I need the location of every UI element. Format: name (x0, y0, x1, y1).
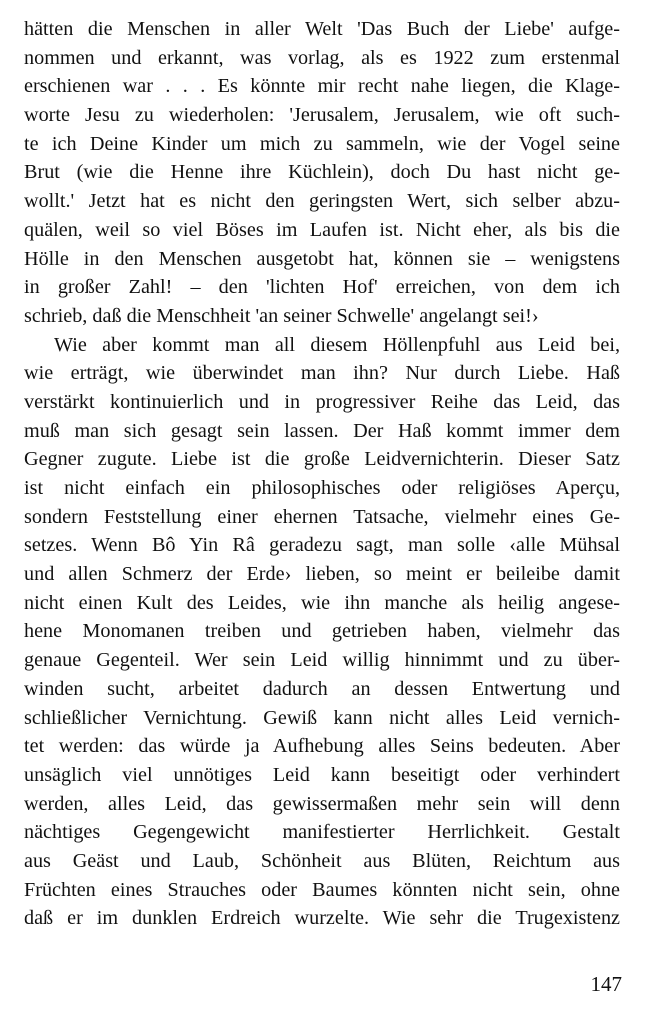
text-line: unsäglich viel unnötiges Leid kann beseitigt oder verhindert (24, 763, 620, 786)
text-line: wollt.' Jetzt hat es nicht den geringsten Wert, sich selber abzu- (24, 190, 620, 213)
text-line: hene Monomanen treiben und getrieben haben, vielmehr das (24, 620, 620, 643)
text-line: setzes. Wenn Bô Yin Râ geradezu sagt, man solle ‹alle Mühsal (24, 534, 620, 557)
text-line: wie erträgt, wie überwindet man ihn? Nur durch Liebe. Haß (24, 362, 620, 385)
page-number: 147 (590, 972, 622, 996)
paragraph (24, 15, 620, 331)
text-line: in großer Zahl! – den 'lichten Hof' erreichen, von dem ich (24, 276, 620, 299)
text-line: nicht einen Kult des Leides, wie ihn manche als heilig angese- (24, 591, 620, 614)
text-line: ist nicht einfach ein philosophisches oder religiöses Aperçu, (24, 477, 620, 499)
text-line: Gegner zugute. Liebe ist die große Leidvernichterin. Dieser Satz (24, 448, 620, 471)
text-line: te ich Deine Kinder um mich zu sammeln, wie der Vogel seine (24, 132, 620, 155)
text-line: erschienen war . . . Es könnte mir recht nahe liegen, die Klage- (24, 75, 620, 98)
text-line: Brut (wie die Henne ihre Küchlein), doch Du hast nicht ge- (24, 161, 620, 184)
text-line: werden, alles Leid, das gewissermaßen mehr sein will denn (24, 792, 620, 815)
text-line: worte Jesu zu wiederholen: 'Jerusalem, Jerusalem, wie oft such- (24, 104, 620, 127)
text-line: verstärkt kontinuierlich und in progressiver Reihe das Leid, das (24, 390, 620, 413)
text-line: und allen Schmerz der Erde› lieben, so meint er beileibe damit (24, 563, 620, 586)
text-line: hätten die Menschen in aller Welt 'Das Buch der Liebe' aufge- (24, 18, 620, 40)
body-text (24, 15, 620, 933)
text-line: nächtiges Gegengewicht manifestierter Herrlichkeit. Gestalt (24, 821, 620, 844)
text-line: daß er im dunklen Erdreich wurzelte. Wie sehr die Trugexistenz (24, 907, 620, 930)
text-line: aus Geäst und Laub, Schönheit aus Blüten, Reichtum aus (24, 849, 620, 872)
text-line: genaue Gegenteil. Wer sein Leid willig hinnimmt und zu über- (24, 649, 620, 672)
text-line: quälen, weil so viel Böses im Laufen ist. Nicht eher, als bis die (24, 218, 620, 241)
text-line: schrieb, daß die Menschheit 'an seiner Schwelle' angelangt sei!› (24, 304, 539, 327)
text-line: tet werden: das würde ja Aufhebung alles Seins bedeuten. Aber (24, 735, 620, 758)
text-line: winden sucht, arbeitet dadurch an dessen Entwertung und (24, 677, 620, 700)
text-line: muß man sich gesagt sein lassen. Der Haß kommt immer dem (24, 419, 620, 442)
paragraph (24, 331, 620, 933)
text-line: Früchten eines Strauches oder Baumes könnten nicht sein, ohne (24, 878, 620, 901)
text-line: nommen und erkannt, was vorlag, als es 1922 zum erstenmal (24, 46, 620, 69)
text-line: sondern Feststellung einer ehernen Tatsache, vielmehr eines Ge- (24, 505, 620, 528)
text-line: Hölle in den Menschen ausgetobt hat, können sie – wenigstens (24, 247, 620, 270)
text-line: Wie aber kommt man all diesem Höllenpfuhl aus Leid bei, (54, 333, 620, 356)
text-line: schließlicher Vernichtung. Gewiß kann nicht alles Leid vernich- (24, 706, 620, 729)
